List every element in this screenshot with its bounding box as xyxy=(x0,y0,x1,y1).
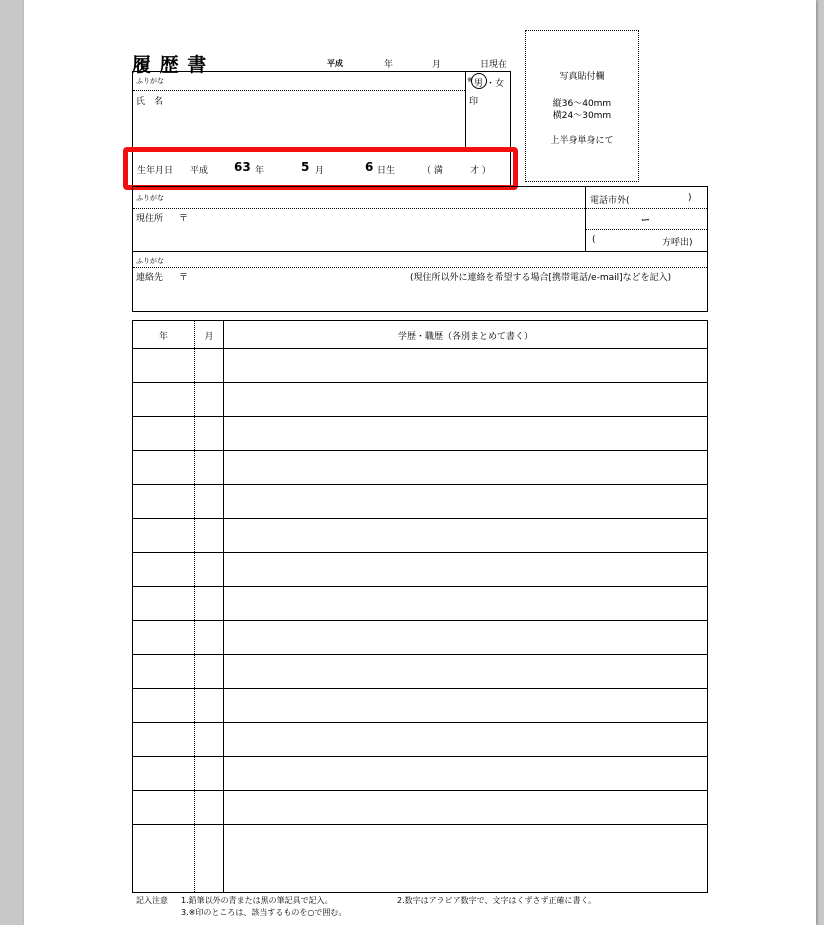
age-open: （ 満 xyxy=(422,166,443,176)
seal-divider xyxy=(465,72,466,147)
history-header-divider xyxy=(133,348,707,349)
photo-height-spec: 縦36〜40mm xyxy=(552,99,612,109)
history-col-month: 月 xyxy=(204,332,214,342)
birth-year-unit: 年 xyxy=(255,166,265,176)
call-open: ( xyxy=(592,235,596,245)
notes-label: 記入注意 xyxy=(136,896,168,905)
history-table xyxy=(132,320,708,893)
phone-label: 電話市外( xyxy=(590,196,630,206)
phone-dash: ー xyxy=(641,216,651,226)
birth-label: 生年月日 xyxy=(137,166,174,176)
date-as-of: 日現在 xyxy=(480,60,508,70)
history-row-divider xyxy=(133,518,707,519)
birth-month-unit: 月 xyxy=(315,166,325,176)
history-row-divider xyxy=(133,756,707,757)
phone-divider xyxy=(585,187,586,251)
name-label: 氏 名 xyxy=(136,97,164,107)
address-furigana-label: ふりがな xyxy=(136,194,164,202)
history-row-divider xyxy=(133,722,707,723)
birth-day-unit: 日生 xyxy=(377,166,396,176)
address-furigana-divider xyxy=(133,208,585,209)
history-row-divider xyxy=(133,450,707,451)
photo-width-spec: 横24〜30mm xyxy=(552,111,612,121)
seal-label: 印 xyxy=(469,97,479,107)
age-unit: 才 ） xyxy=(470,166,491,176)
history-row-divider xyxy=(133,620,707,621)
gender-male[interactable]: 男 xyxy=(474,79,484,89)
history-row-divider xyxy=(133,654,707,655)
furigana-divider xyxy=(133,90,465,91)
page-title: 履 歴 書 xyxy=(132,54,208,76)
current-postal-mark: 〒 xyxy=(179,214,189,224)
photo-note: 上半身単身にて xyxy=(550,136,614,146)
birth-era: 平成 xyxy=(190,166,209,176)
photo-title: 写真貼付欄 xyxy=(559,72,605,82)
date-month-unit: 月 xyxy=(432,60,442,70)
current-address-label: 現住所 xyxy=(136,214,164,224)
phone-close: ) xyxy=(688,193,692,203)
contact-furigana-divider xyxy=(133,267,707,268)
year-month-divider xyxy=(194,321,195,892)
history-row-divider xyxy=(133,484,707,485)
note-3: 3.※印のところは、該当するものを○で囲む。 xyxy=(181,908,347,917)
history-row-divider xyxy=(133,790,707,791)
contact-postal-mark: 〒 xyxy=(179,273,189,283)
gender-separator: ・ xyxy=(486,79,496,89)
contact-label: 連絡先 xyxy=(136,273,164,283)
history-row-divider xyxy=(133,552,707,553)
phone-divider-2 xyxy=(585,229,707,230)
resume-page xyxy=(24,0,816,925)
history-row-divider xyxy=(133,824,707,825)
month-detail-divider xyxy=(223,321,224,892)
contact-note: (現住所以外に連絡を希望する場合[携帯電話/e-mail]などを記入) xyxy=(410,273,672,283)
contact-divider xyxy=(133,251,707,252)
history-row-divider xyxy=(133,586,707,587)
birth-year-value: 63 xyxy=(234,160,251,174)
history-row-divider xyxy=(133,382,707,383)
gender-female[interactable]: 女 xyxy=(495,79,505,89)
note-1: 1.鉛筆以外の青または黒の筆記具で記入。 xyxy=(181,896,333,905)
birth-day-value: 6 xyxy=(365,160,374,174)
date-era: 平成 xyxy=(327,59,343,68)
contact-furigana-label: ふりがな xyxy=(136,257,164,265)
history-row-divider xyxy=(133,688,707,689)
date-year-unit: 年 xyxy=(384,60,394,70)
phone-divider-1 xyxy=(585,208,707,209)
gender-note-mark: ※ xyxy=(467,76,473,84)
history-col-year: 年 xyxy=(158,332,168,342)
history-col-detail: 学歴・職歴（各別まとめて書く） xyxy=(397,332,533,342)
birth-month-value: 5 xyxy=(301,160,310,174)
call-label: 方呼出) xyxy=(662,238,693,248)
birth-row-highlight xyxy=(123,147,518,190)
history-row-divider xyxy=(133,416,707,417)
note-2: 2.数字はアラビア数字で、文字はくずさず正確に書く。 xyxy=(397,896,597,905)
name-furigana-label: ふりがな xyxy=(136,77,164,85)
